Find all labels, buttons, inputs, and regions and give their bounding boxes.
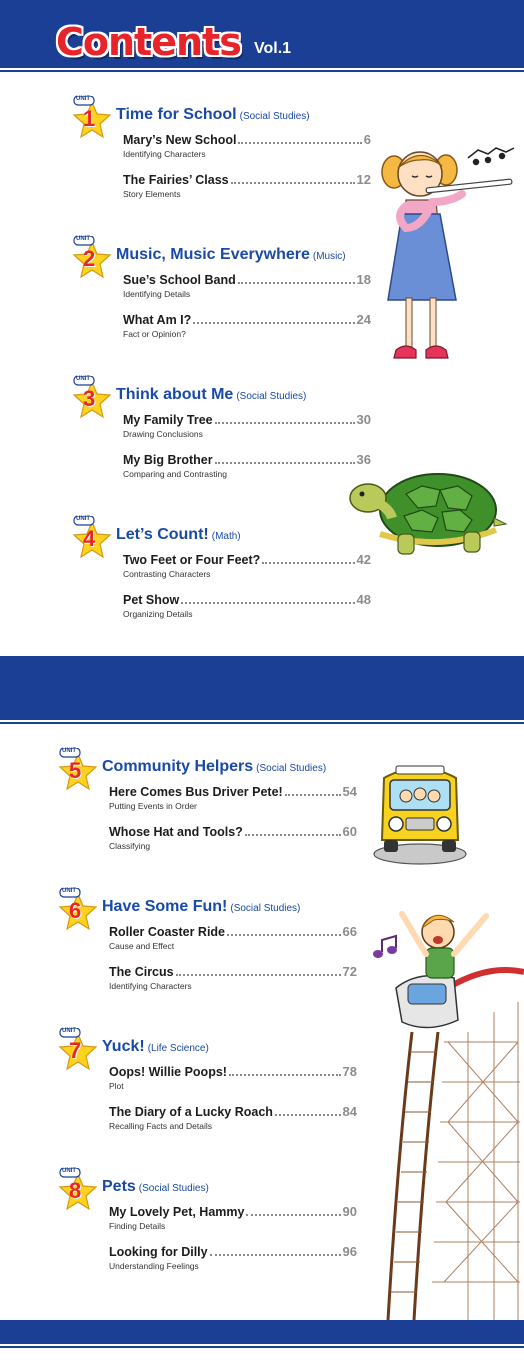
page-number: 6 xyxy=(363,132,371,147)
unit-title xyxy=(102,758,326,776)
entry-title: My Lovely Pet, Hammy xyxy=(109,1205,245,1219)
page-number: 90 xyxy=(342,1204,357,1219)
unit-title xyxy=(116,246,346,264)
toc-entry[interactable] xyxy=(109,1244,357,1271)
unit-tag-label: UNIT xyxy=(76,96,90,102)
unit-subject: (Social Studies) xyxy=(138,1183,209,1194)
entry-title: My Big Brother xyxy=(123,453,213,467)
unit-tag-label: UNIT xyxy=(62,1028,76,1034)
entry-skill: Understanding Feelings xyxy=(109,1261,199,1271)
page-number: 24 xyxy=(356,312,371,327)
entry-title: Roller Coaster Ride xyxy=(109,925,226,939)
music-notes-icon xyxy=(468,148,514,165)
entry-skill: Putting Events in Order xyxy=(109,801,197,811)
toc-entry[interactable] xyxy=(109,924,357,951)
header-band xyxy=(0,0,524,68)
school-bus-illustration xyxy=(370,758,470,868)
page-number: 36 xyxy=(356,452,371,467)
unit-title-text: Yuck! xyxy=(102,1038,145,1055)
entry-skill: Identifying Characters xyxy=(109,981,192,991)
unit-tag-label: UNIT xyxy=(62,748,76,754)
dot-leader xyxy=(210,1254,341,1256)
unit-number: 2 xyxy=(83,246,96,271)
page-number: 84 xyxy=(342,1104,357,1119)
unit-tag-label: UNIT xyxy=(62,1168,76,1174)
entry-skill: Finding Details xyxy=(109,1221,166,1231)
page-title: Contents xyxy=(56,20,241,64)
dot-leader xyxy=(275,1114,341,1116)
dot-leader xyxy=(238,282,355,284)
unit-8 xyxy=(58,1168,358,1304)
entry-skill: Story Elements xyxy=(123,189,181,199)
toc-entry[interactable] xyxy=(123,172,371,199)
unit-tag-label: UNIT xyxy=(76,516,90,522)
toc-entry[interactable] xyxy=(123,132,371,159)
unit-subject: (Social Studies) xyxy=(256,763,327,774)
unit-title xyxy=(102,1178,209,1196)
unit-subject: (Social Studies) xyxy=(236,391,307,402)
entry-skill: Fact or Opinion? xyxy=(123,329,186,339)
dot-leader xyxy=(262,562,354,564)
toc-entry[interactable] xyxy=(109,964,357,991)
page-number: 42 xyxy=(356,552,371,567)
dot-leader xyxy=(245,834,341,836)
entry-skill: Drawing Conclusions xyxy=(123,429,203,439)
entry-skill: Plot xyxy=(109,1081,124,1091)
dot-leader xyxy=(231,182,355,184)
entry-skill: Identifying Characters xyxy=(123,149,206,159)
unit-title-text: Community Helpers xyxy=(102,758,254,775)
entry-title: Mary’s New School xyxy=(123,133,237,147)
entry-title: Looking for Dilly xyxy=(109,1245,208,1259)
entry-skill: Classifying xyxy=(109,841,151,851)
turtle-illustration xyxy=(346,468,510,560)
dot-leader xyxy=(229,1074,341,1076)
music-note-icon xyxy=(373,936,397,958)
page-number: 12 xyxy=(356,172,371,187)
unit-6 xyxy=(58,888,358,1024)
page-number: 66 xyxy=(342,924,357,939)
footer-band xyxy=(0,1320,524,1344)
toc-entry[interactable] xyxy=(123,552,371,579)
unit-number: 6 xyxy=(69,898,82,923)
entry-title: Sue’s School Band xyxy=(123,273,236,287)
toc-entry[interactable] xyxy=(109,1064,357,1091)
page-number: 78 xyxy=(342,1064,357,1079)
entry-skill: Organizing Details xyxy=(123,609,193,619)
unit-4 xyxy=(72,516,372,652)
page-number: 96 xyxy=(342,1244,357,1259)
dot-leader xyxy=(227,934,341,936)
toc-entry[interactable] xyxy=(123,592,371,619)
unit-subject: (Math) xyxy=(211,531,241,542)
unit-title-text: Time for School xyxy=(116,106,237,123)
dot-leader xyxy=(181,602,354,604)
entry-skill: Contrasting Characters xyxy=(123,569,211,579)
unit-tag-label: UNIT xyxy=(76,236,90,242)
unit-1 xyxy=(72,96,372,232)
unit-title-text: Pets xyxy=(102,1178,136,1195)
unit-number: 7 xyxy=(69,1038,82,1063)
entry-title: Oops! Willie Poops! xyxy=(109,1065,227,1079)
series-title: Bricks Reading Beginner xyxy=(289,1350,492,1369)
entry-title: The Circus xyxy=(109,965,174,979)
unit-title-text: Have Some Fun! xyxy=(102,898,228,915)
unit-number: 5 xyxy=(69,758,82,783)
unit-title xyxy=(102,1038,209,1056)
unit-5 xyxy=(58,748,358,884)
unit-title xyxy=(116,526,241,544)
unit-title xyxy=(116,106,310,124)
unit-subject: (Life Science) xyxy=(147,1043,209,1054)
entry-skill: Comparing and Contrasting xyxy=(123,469,227,479)
toc-entry[interactable] xyxy=(109,1204,357,1231)
unit-title-text: Let’s Count! xyxy=(116,526,209,543)
unit-title-text: Think about Me xyxy=(116,386,234,403)
unit-title-text: Music, Music Everywhere xyxy=(116,246,310,263)
page-number: 30 xyxy=(356,412,371,427)
page-number: 48 xyxy=(356,592,371,607)
dot-leader xyxy=(176,974,341,976)
dot-leader xyxy=(238,142,361,144)
toc-entry[interactable] xyxy=(123,312,371,339)
unit-subject: (Music) xyxy=(312,251,346,262)
entry-title: What Am I? xyxy=(123,313,192,327)
toc-entry[interactable] xyxy=(123,272,371,299)
unit-number: 3 xyxy=(83,386,96,411)
dot-leader xyxy=(246,1214,340,1216)
toc-entry[interactable] xyxy=(109,784,357,811)
page-number: 72 xyxy=(342,964,357,979)
volume-label: Vol.1 xyxy=(254,40,292,57)
dot-leader xyxy=(193,322,354,324)
entry-skill: Recalling Facts and Details xyxy=(109,1121,212,1131)
entry-title: Whose Hat and Tools? xyxy=(109,825,243,839)
toc-entry[interactable] xyxy=(109,824,357,851)
entry-title: The Fairies’ Class xyxy=(123,173,229,187)
unit-tag-label: UNIT xyxy=(62,888,76,894)
unit-7 xyxy=(58,1028,358,1164)
unit-number: 8 xyxy=(69,1178,82,1203)
dot-leader xyxy=(215,462,355,464)
roller-coaster-illustration xyxy=(368,892,524,1320)
toc-entry[interactable] xyxy=(123,412,371,439)
entry-title: Two Feet or Four Feet? xyxy=(123,553,261,567)
unit-subject: (Social Studies) xyxy=(239,111,310,122)
page-number: 54 xyxy=(342,784,357,799)
toc-entry[interactable] xyxy=(109,1104,357,1131)
unit-number: 4 xyxy=(83,526,96,551)
entry-skill: Identifying Details xyxy=(123,289,191,299)
page-number: 18 xyxy=(356,272,371,287)
entry-title: My Family Tree xyxy=(123,413,213,427)
unit-2 xyxy=(72,236,372,372)
dot-leader xyxy=(215,422,355,424)
entry-skill: Cause and Effect xyxy=(109,941,175,951)
entry-title: The Diary of a Lucky Roach xyxy=(109,1105,273,1119)
unit-3 xyxy=(72,376,372,512)
unit-title xyxy=(116,386,306,404)
girl-flute-illustration xyxy=(376,132,522,372)
unit-subject: (Social Studies) xyxy=(230,903,301,914)
entry-title: Pet Show xyxy=(123,593,180,607)
page-number: 60 xyxy=(342,824,357,839)
unit-tag-label: UNIT xyxy=(76,376,90,382)
entry-title: Here Comes Bus Driver Pete! xyxy=(109,785,283,799)
unit-title xyxy=(102,898,300,916)
dot-leader xyxy=(285,794,341,796)
unit-number: 1 xyxy=(83,106,96,131)
toc-entry[interactable] xyxy=(123,452,371,479)
